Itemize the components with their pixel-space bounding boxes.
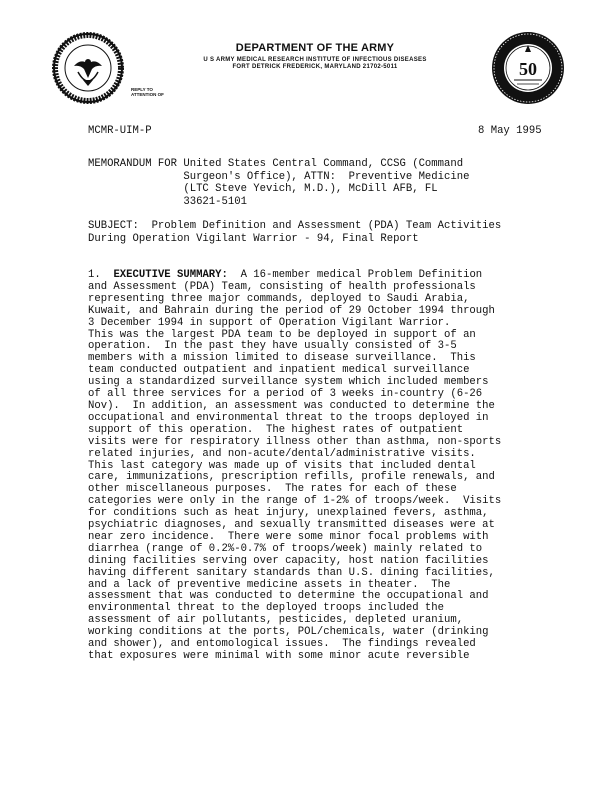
subject-line: SUBJECT: Problem Definition and Assessment (PDA) Team Activities <box>88 220 502 232</box>
paragraph-line: and Assessment (PDA) Team, consisting of health professionals <box>88 280 476 293</box>
paragraph-line: This last category was made up of visits that included dental <box>88 459 476 472</box>
paragraph-line: categories were only in the range of 1-2% of troops/week. Visits <box>88 495 502 508</box>
paragraph-line: support of this operation. The highest rates of outpatient <box>88 423 464 436</box>
memo-for-line: MEMORANDUM FOR United States Central Command, CCSG (Command <box>88 158 464 170</box>
paragraph-heading: EXECUTIVE SUMMARY: <box>113 269 228 281</box>
paragraph-line: assessment that was conducted to determine the occupational and <box>88 590 489 603</box>
institute-address: FORT DETRICK FREDERICK, MARYLAND 21702-5011 <box>232 64 398 70</box>
paragraph-line: assessment of air pollutants, pesticides, depleted uranium, <box>88 614 464 627</box>
paragraph-line: near zero incidence. There were some minor focal problems with <box>88 530 489 543</box>
reply-to-label: REPLY TO <box>131 87 153 92</box>
letterhead <box>150 42 480 70</box>
paragraph-line: dining facilities serving over capacity, host nation facilities <box>88 554 489 567</box>
attention-of-label: ATTENTION OF <box>131 92 164 97</box>
paragraph-line: working conditions at the ports, POL/chemicals, water (drinking <box>88 626 489 639</box>
department-of-defense-seal <box>52 32 124 104</box>
memo-date: 8 May 1995 <box>478 125 542 137</box>
paragraph-line: team conducted outpatient and inpatient medical surveillance <box>88 364 470 377</box>
paragraph-line: care, immunizations, prescription refills, profile renewals, and <box>88 471 495 484</box>
anniversary-seal <box>490 30 566 106</box>
office-symbol: MCMR-UIM-P <box>88 125 152 137</box>
paragraph-line: related injuries, and non-acute/dental/administrative visits. <box>88 447 476 460</box>
paragraph-line: and a lack of preventive medicine assets in theater. The <box>88 578 451 591</box>
paragraph-line: 3 December 1994 in support of Operation Vigilant Warrior. <box>88 316 451 329</box>
memo-for-line: Surgeon's Office), ATTN: Preventive Medicine <box>88 170 470 183</box>
paragraph-line: of all three services for a period of 3 weeks in-country (6-26 <box>88 388 483 401</box>
paragraph-line: psychiatric diagnoses, and sexually transmitted diseases were at <box>88 519 495 532</box>
paragraph-line: and shower), and entomological issues. The findings revealed <box>88 638 476 651</box>
paragraph-first-line-text: A 16-member medical Problem Definition <box>227 269 483 281</box>
paragraph-line: This was the largest PDA team to be deployed in support of an <box>88 328 476 341</box>
paragraph-line: operation. In the past they have usually consisted of 3-5 <box>88 340 457 353</box>
seal-number: 50 <box>519 59 537 79</box>
department-name: DEPARTMENT OF THE ARMY <box>235 42 395 54</box>
paragraph-line: members with a mission limited to disease surveillance. This <box>88 352 476 365</box>
paragraph-line: using a standardized surveillance system which included members <box>88 376 489 389</box>
paragraph-line: representing three major commands, deployed to Saudi Arabia, <box>88 292 470 305</box>
memorandum-for-block <box>88 158 469 208</box>
paragraph-line: Nov). In addition, an assessment was conducted to determine the <box>88 399 495 412</box>
paragraph-line: occupational and environmental threat to the troops deployed in <box>88 411 489 424</box>
subject-line: During Operation Vigilant Warrior - 94, Final Report <box>88 232 419 245</box>
reply-to-block <box>131 87 164 97</box>
paragraph-line: Kuwait, and Bahrain during the period of 29 October 1994 through <box>88 304 495 317</box>
paragraph-line: visits were for respiratory illness other than asthma, non-sports <box>88 435 502 448</box>
paragraph-line: other miscellaneous purposes. The rates for each of these <box>88 483 457 496</box>
memo-for-line: (LTC Steve Yevich, M.D.), McDill AFB, FL <box>88 183 438 196</box>
paragraph-line: that exposures were minimal with some minor acute reversible <box>88 650 470 662</box>
executive-summary-paragraph <box>88 270 501 663</box>
memo-for-line: 33621-5101 <box>88 195 247 208</box>
paragraph-number: 1. <box>88 269 114 281</box>
paragraph-line: environmental threat to the deployed troops included the <box>88 602 445 615</box>
paragraph-line: for conditions such as heat injury, unexplained fevers, asthma, <box>88 507 489 520</box>
paragraph-line: diarrhea (range of 0.2%-0.7% of troops/week) mainly related to <box>88 542 483 555</box>
institute-name: U S ARMY MEDICAL RESEARCH INSTITUTE OF INFECTIOUS DISEASES <box>203 57 427 63</box>
paragraph-line: having different sanitary standards than U.S. dining facilities, <box>88 566 495 579</box>
subject-block <box>88 220 501 245</box>
